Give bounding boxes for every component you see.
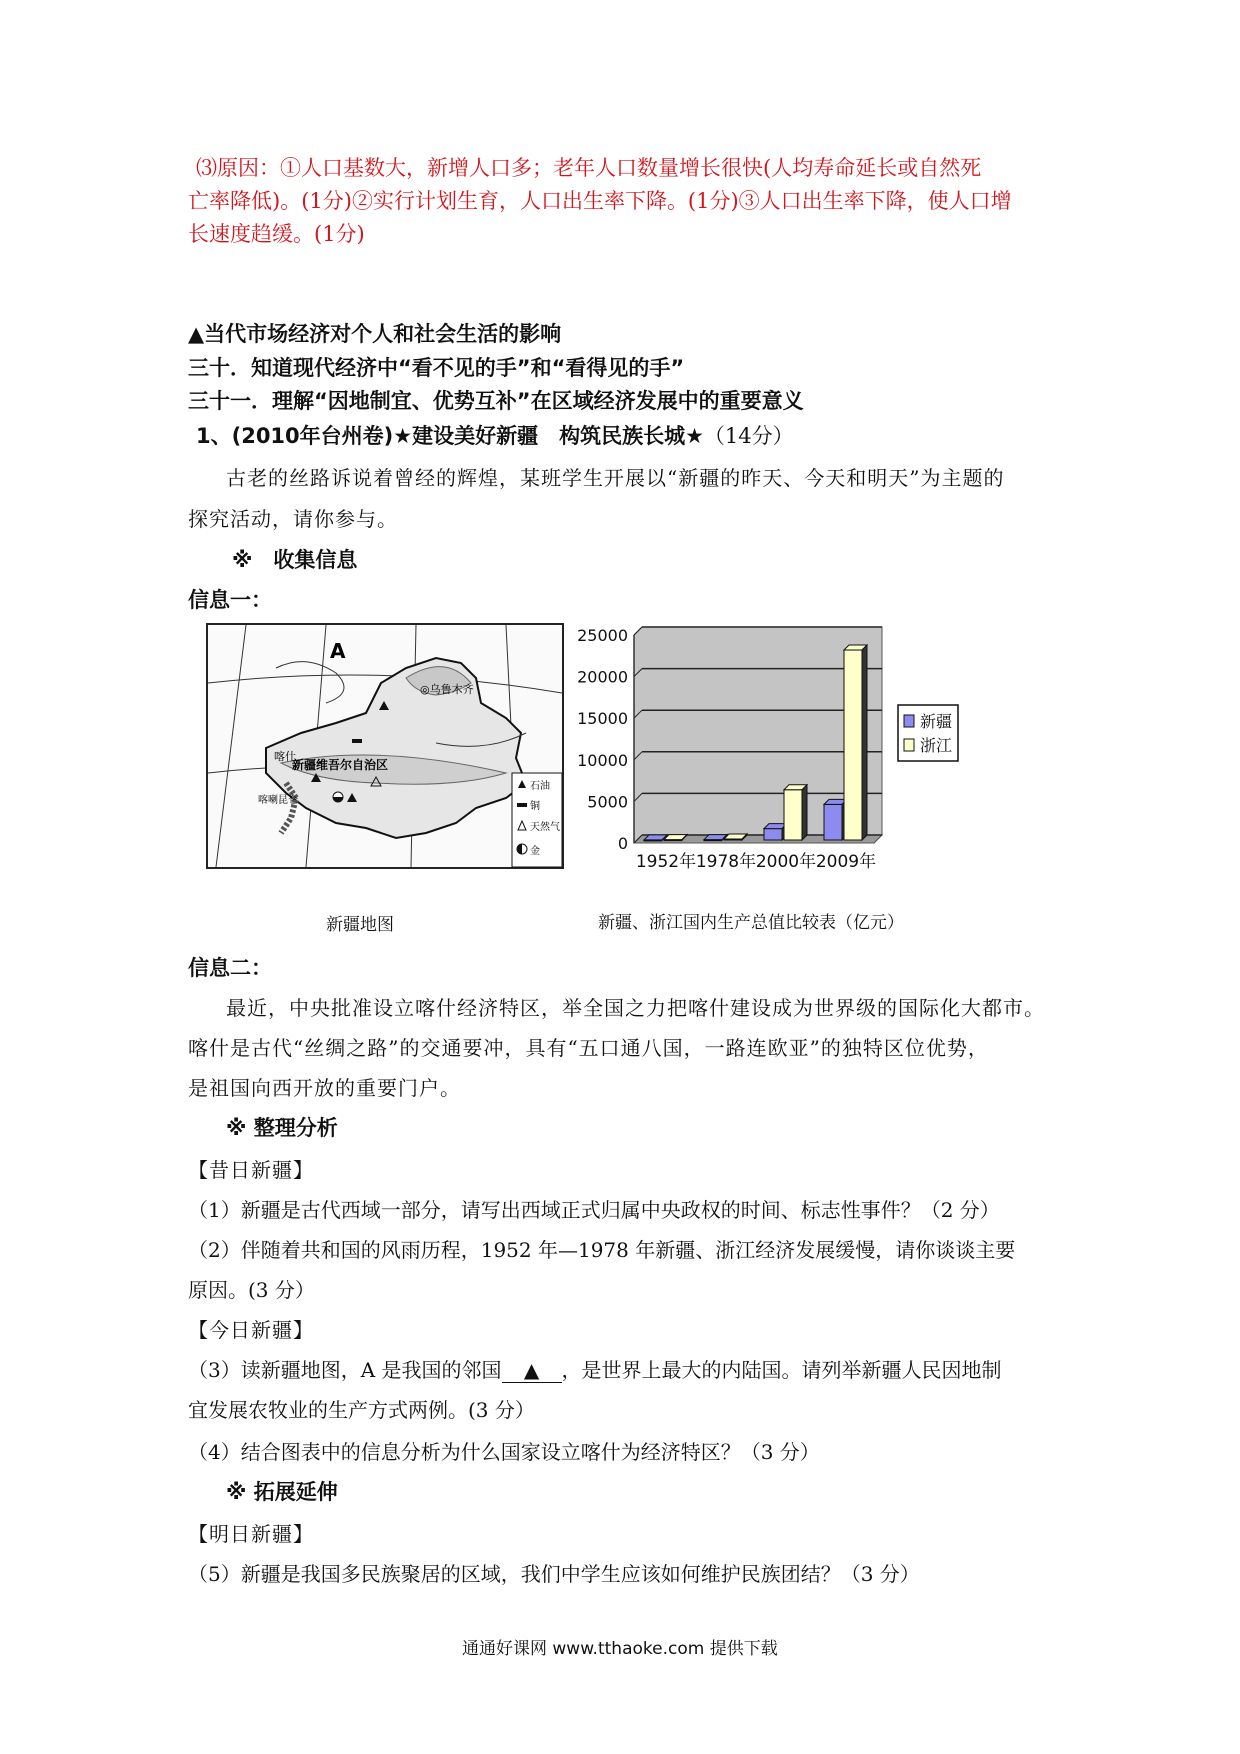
item-30-heading: 三十．知道现代经济中“看不见的手”和“看得见的手” — [188, 356, 685, 380]
legend-gas: 天然气 — [530, 822, 560, 833]
info-1-label: 信息一： — [188, 588, 272, 612]
answer-line-3: 长速度趋缓。(1分) — [188, 222, 365, 246]
question-3-line-1 — [188, 1354, 1002, 1383]
x-tick-label-3: 2009年 — [815, 852, 877, 872]
map-legend — [512, 773, 562, 867]
map-label-a: A — [330, 639, 346, 663]
intro-line-1: 古老的丝路诉说着曾经的辉煌，某班学生开展以“新疆的昨天、今天和明天”为主题的 — [226, 466, 1005, 490]
info-2-line-3: 是祖国向西开放的重要门户。 — [188, 1076, 461, 1100]
legend-oil: 石油 — [530, 781, 550, 792]
map-city-kashgar: 喀什 — [274, 750, 296, 763]
bar-浙江-2000年 — [784, 790, 802, 840]
question-title: 1、(2010年台州卷)★建设美好新疆 构筑民族长城★ — [196, 424, 704, 448]
question-1: （1）新疆是古代西域一部分，请写出西域正式归属中央政权的时间、标志性事件？（2 分） — [188, 1198, 1000, 1222]
bar-浙江-2009年-side — [862, 645, 867, 840]
y-tick-label-4: 20000 — [577, 667, 628, 687]
x-tick-label-0: 1952年 — [635, 852, 697, 872]
map-region-label: 新疆维吾尔自治区 — [292, 758, 389, 772]
intro-line-2: 探究活动，请你参与。 — [188, 507, 398, 531]
legend-swatch-1 — [904, 739, 914, 751]
item-31-heading: 三十一．理解“因地制宜、优势互补”在区域经济发展中的重要意义 — [188, 389, 804, 413]
topic-heading: ▲当代市场经济对个人和社会生活的影响 — [188, 322, 562, 346]
map-city-urumqi: ◎乌鲁木齐 — [420, 683, 474, 696]
question-5: （5）新疆是我国多民族聚居的区域，我们中学生应该如何维护民族团结？（3 分） — [188, 1562, 920, 1586]
info-2-label: 信息二： — [188, 956, 272, 980]
collect-heading: ※ 收集信息 — [232, 548, 358, 572]
question-4: （4）结合图表中的信息分析为什么国家设立喀什为经济特区？（3 分） — [188, 1440, 820, 1464]
legend-copper: 铜 — [530, 801, 540, 812]
info-2-line-2: 喀什是古代“丝绸之路”的交通要冲，具有“五口通八国，一路连欧亚”的独特区位优势， — [188, 1036, 989, 1060]
question-score: （14分） — [703, 424, 794, 448]
question-3-post: ，是世界上最大的内陆国。请列举新疆人民因地制 — [561, 1358, 1002, 1382]
analyze-heading: ※ 整理分析 — [226, 1116, 338, 1140]
answer-line-2: 亡率降低)。(1分)②实行计划生育，人口出生率下降。(1分)③人口出生率下降，使人口增 — [188, 189, 1012, 213]
future-heading: 【明日新疆】 — [188, 1522, 314, 1546]
extend-heading: ※ 拓展延伸 — [226, 1480, 338, 1504]
bar-新疆-2009年 — [824, 804, 842, 840]
y-tick-label-1: 5000 — [587, 792, 628, 812]
question-3-pre: （3）读新疆地图，A 是我国的邻国 — [188, 1358, 502, 1382]
x-tick-label-1: 1978年 — [695, 852, 757, 872]
legend-label-1: 浙江 — [920, 736, 953, 755]
question-3-blank: ▲ — [502, 1358, 562, 1383]
bar-浙江-2009年 — [844, 650, 862, 840]
bar-新疆-2000年 — [764, 829, 782, 840]
y-tick-label-0: 0 — [617, 834, 628, 853]
map-mountain-label: 喀喇昆仑 — [258, 795, 298, 806]
xinjiang-map — [206, 623, 564, 869]
answer-line-1: ⑶原因：①人口基数大，新增人口多；老年人口数量增长很快(人均寿命延长或自然死 — [196, 156, 982, 180]
map-caption: 新疆地图 — [326, 915, 394, 935]
past-heading: 【昔日新疆】 — [188, 1158, 314, 1182]
page-footer: 通通好课网 www.tthaoke.com 提供下载 — [462, 1639, 778, 1659]
bar-浙江-2000年-side — [802, 785, 807, 840]
y-tick-label-3: 15000 — [577, 709, 628, 729]
legend-label-0: 新疆 — [920, 712, 953, 731]
question-2-line-2: 原因。(3 分） — [188, 1278, 315, 1302]
chart-caption: 新疆、浙江国内生产总值比较表（亿元） — [598, 913, 904, 933]
question-title-row — [196, 420, 794, 450]
info-2-line-1: 最近，中央批准设立喀什经济特区，举全国之力把喀什建设成为世界级的国际化大都市。 — [226, 996, 1045, 1020]
x-tick-label-2: 2000年 — [755, 852, 817, 872]
y-tick-label-2: 10000 — [577, 750, 628, 770]
legend-swatch-0 — [904, 715, 914, 727]
legend-gold: 金 — [530, 846, 540, 857]
today-heading: 【今日新疆】 — [188, 1318, 314, 1342]
gdp-bar-chart — [570, 615, 990, 885]
question-2-line-1: （2）伴随着共和国的风雨历程，1952 年—1978 年新疆、浙江经济发展缓慢，请你谈谈主要 — [188, 1238, 1016, 1262]
y-tick-label-5: 25000 — [577, 626, 628, 645]
question-3-line-2: 宜发展农牧业的生产方式两例。(3 分） — [188, 1398, 535, 1422]
